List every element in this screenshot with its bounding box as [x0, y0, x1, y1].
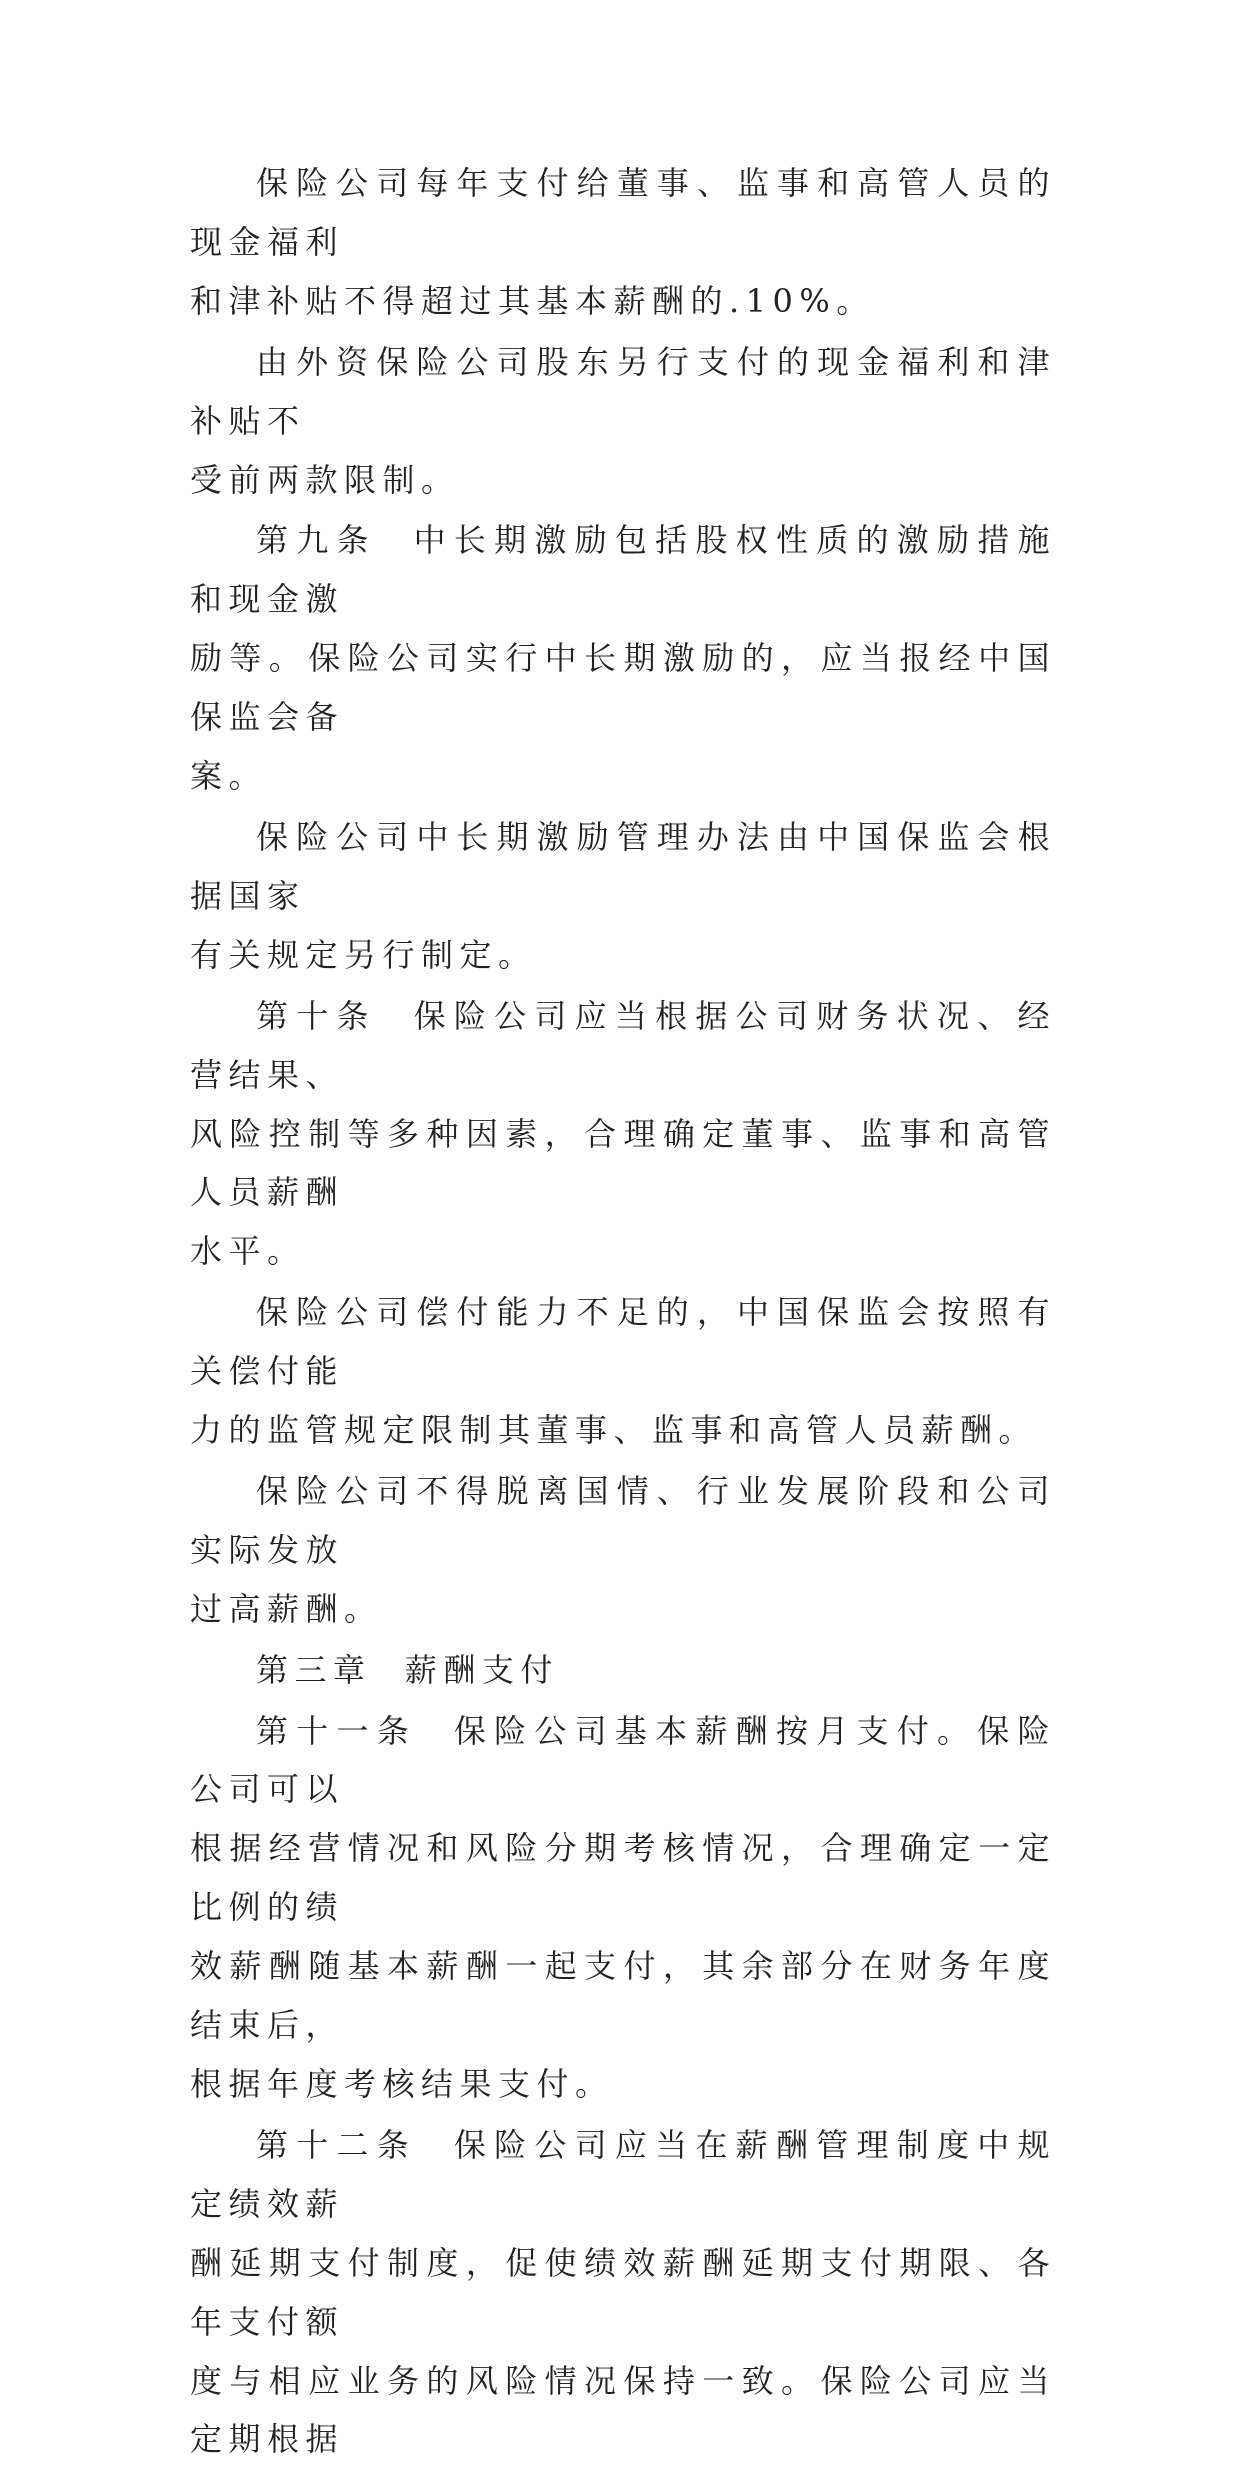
paragraph-cash-benefits: 保险公司每年支付给董事、监事和高管人员的现金福利 和津补贴不得超过其基本薪酬的.10%。 [190, 164, 1056, 320]
paragraph-excessive-pay: 保险公司不得脱离国情、行业发展阶段和公司实际发放 过高薪酬。 [190, 1471, 1056, 1628]
chapter-3-heading: 第三章 薪酬支付 [256, 1650, 559, 1689]
paragraph-incentive-measures: 保险公司中长期激励管理办法由中国保监会根据国家 有关规定另行制定。 [190, 817, 1056, 974]
paragraph-foreign-shareholder: 由外资保险公司股东另行支付的现金福利和津补贴不 受前两款限制。 [190, 342, 1056, 499]
paragraph-article-10: 第十条 保险公司应当根据公司财务状况、经营结果、 风险控制等多种因素，合理确定董事、监事和高管人员薪酬 水平。 [190, 996, 1056, 1271]
paragraph-solvency: 保险公司偿付能力不足的，中国保监会按照有关偿付能 力的监管规定限制其董事、监事和高管人员薪酬。 [190, 1293, 1056, 1450]
document-body [190, 154, 1056, 2469]
paragraph-article-11: 第十一条 保险公司基本薪酬按月支付。保险公司可以 根据经营情况和风险分期考核情况，合理确定一定比例的绩 效薪酬随基本薪酬一起支付，其余部分在财务年度结束后， 根据年度考核结果支付。 [190, 1711, 1056, 2103]
paragraph-article-12: 第十二条 保险公司应当在薪酬管理制度中规定绩效薪 酬延期支付制度，促使绩效薪酬延期支付期限、各年支付额 度与相应业务的风险情况保持一致。保险公司应当定期根据 [190, 2125, 1056, 2459]
paragraph-article-9: 第九条 中长期激励包括股权性质的激励措施和现金激 励等。保险公司实行中长期激励的，应当报经中国保监会备 案。 [190, 521, 1056, 796]
